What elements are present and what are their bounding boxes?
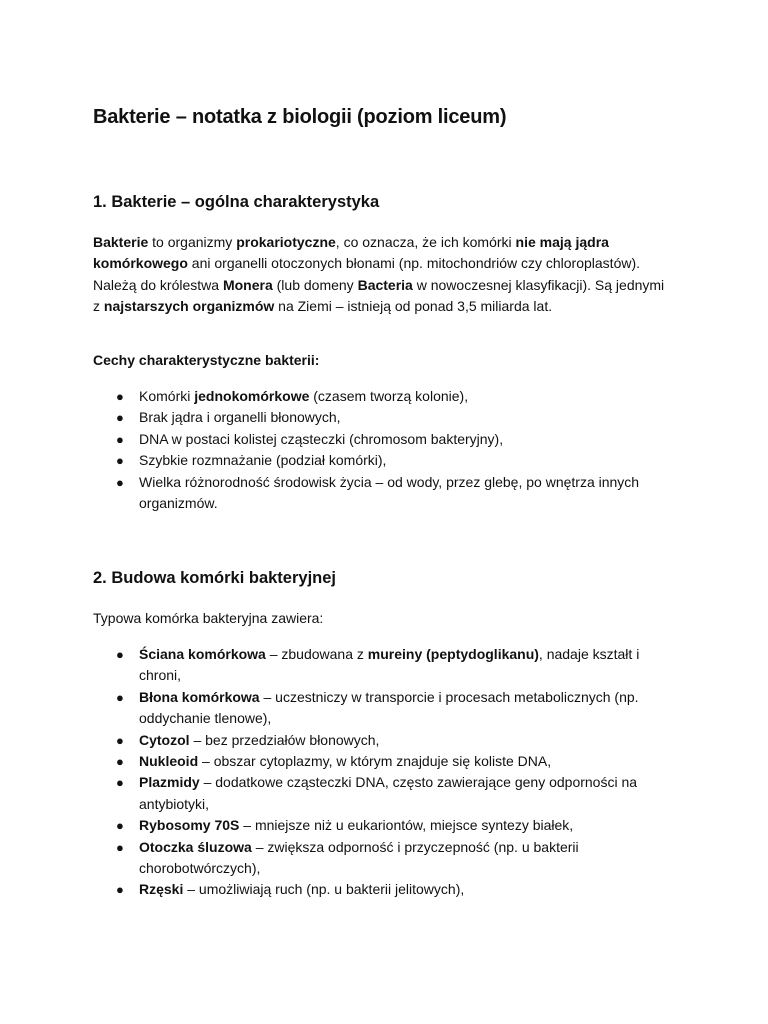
text-run: DNA w postaci kolistej cząsteczki (chromosom bakteryjny), xyxy=(139,430,504,447)
bullet-icon: ● xyxy=(116,410,124,426)
bold-text: nie mają jądra komórkowego xyxy=(93,234,609,272)
list-item xyxy=(93,837,683,880)
bold-text: Bakterie xyxy=(93,234,149,250)
bold-text: mureiny (peptydoglikanu) xyxy=(367,646,539,662)
features-heading: Cechy charakterystyczne bakterii: xyxy=(93,352,320,368)
text-run: – uczestniczy w transporcie i procesach metabolicznych (np. oddychanie tlenowe), xyxy=(139,688,639,727)
list-item xyxy=(93,751,683,772)
bullet-icon: ● xyxy=(116,453,124,469)
bold-text: Rybosomy 70S xyxy=(139,817,240,834)
bullet-icon: ● xyxy=(116,754,124,770)
bold-text: jednokomórkowe xyxy=(194,388,310,404)
document-title: Bakterie – notatka z biologii (poziom liceum) xyxy=(93,106,507,128)
bold-text: Błona komórkowa xyxy=(139,688,260,705)
bullet-icon: ● xyxy=(116,431,124,447)
list-item xyxy=(93,472,683,515)
bullet-icon: ● xyxy=(116,775,124,791)
bold-text: najstarszych organizmów xyxy=(103,298,275,315)
text-run: – zwiększa odporność i przyczepność (np. u bakterii chorobotwórczych), xyxy=(139,838,579,877)
list-item xyxy=(93,386,683,407)
bullet-icon: ● xyxy=(116,647,124,662)
text-run: – mniejsze niż u eukariontów, miejsce syntezy białek, xyxy=(239,817,574,834)
list-item xyxy=(93,687,683,730)
text-run: to organizmy xyxy=(148,234,237,250)
text-run: w nowoczesnej klasyfikacji). Są jednymi z xyxy=(93,276,665,315)
list-item xyxy=(93,407,683,428)
bold-text: Monera xyxy=(222,276,273,293)
text-run: , nadaje kształt i chroni, xyxy=(139,646,640,684)
bold-text: Ściana komórkowa xyxy=(139,646,266,662)
bullet-icon: ● xyxy=(116,839,124,855)
section-2-intro: Typowa komórka bakteryjna zawiera: xyxy=(93,610,324,626)
text-run: ani organelli otoczonych błonami (np. mitochondriów czy chloroplastów). Należą do królestwa xyxy=(93,255,641,293)
text-run: Brak jądra i organelli błonowych, xyxy=(139,409,341,426)
bold-text: Nukleoid xyxy=(139,753,199,770)
list-item xyxy=(93,772,683,815)
text-run: Wielka różnorodność środowisk życia – od wody, przez glebę, po wnętrza innych organizmów. xyxy=(139,473,640,512)
cell-structure-list xyxy=(93,644,683,901)
text-run: (lub domeny xyxy=(272,276,358,293)
text-run: – bez przedziałów błonowych, xyxy=(189,731,380,748)
bold-text: Plazmidy xyxy=(139,774,200,791)
list-item xyxy=(93,730,683,751)
bold-text: Bacteria xyxy=(357,276,413,293)
features-list xyxy=(93,386,683,514)
bullet-icon: ● xyxy=(116,389,124,404)
bullet-icon: ● xyxy=(116,732,124,748)
text-run: Komórki xyxy=(139,388,195,404)
text-run: – umożliwiają ruch (np. u bakterii jelitowych), xyxy=(183,881,465,898)
text-run: (czasem tworzą kolonie), xyxy=(309,388,469,404)
section-1-intro xyxy=(93,232,673,318)
text-run: na Ziemi – istnieją od ponad 3,5 miliarda lat. xyxy=(274,298,553,315)
list-item xyxy=(93,879,683,900)
bold-text: Cytozol xyxy=(139,731,190,748)
text-run: – dodatkowe cząsteczki DNA, często zawierające geny odporności na antybiotyki, xyxy=(139,774,638,812)
bold-text: Otoczka śluzowa xyxy=(139,838,252,855)
bold-text: prokariotyczne xyxy=(236,234,336,250)
text-run: – zbudowana z xyxy=(265,646,368,662)
bold-text: Rzęski xyxy=(139,881,184,898)
bullet-icon: ● xyxy=(116,818,124,834)
bullet-icon: ● xyxy=(116,474,124,490)
list-item xyxy=(93,429,683,450)
text-run: Szybkie rozmnażanie (podział komórki), xyxy=(139,452,387,469)
section-1-heading: 1. Bakterie – ogólna charakterystyka xyxy=(93,193,380,211)
list-item xyxy=(93,815,683,836)
section-2-heading: 2. Budowa komórki bakteryjnej xyxy=(93,569,336,587)
list-item xyxy=(93,450,683,471)
text-run: , co oznacza, że ich komórki xyxy=(335,234,516,250)
list-item xyxy=(93,644,683,687)
bullet-icon: ● xyxy=(116,689,124,705)
bullet-icon: ● xyxy=(116,882,124,898)
text-run: – obszar cytoplazmy, w którym znajduje się koliste DNA, xyxy=(198,753,552,770)
